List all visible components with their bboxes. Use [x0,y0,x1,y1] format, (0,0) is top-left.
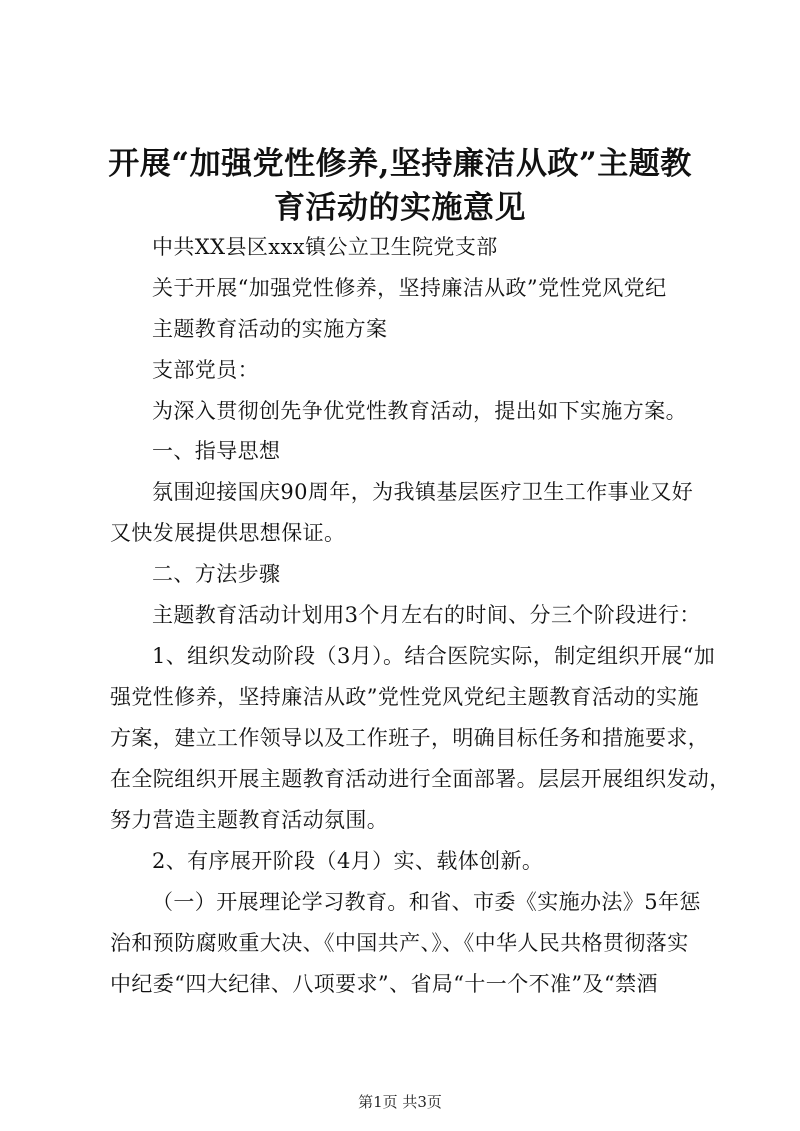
paragraph-line: 氛围迎接国庆90周年，为我镇基层医疗卫生工作事业又好 [152,480,694,504]
sender-line: 中共XX县区xxx镇公立卫生院党支部 [152,235,498,259]
paragraph-line: （一）开展理论学习教育。和省、市委《实施办法》5年惩 [152,890,701,914]
subject-line-1: 关于开展“加强党性修养，坚持廉洁从政”党性党风党纪 [152,276,667,300]
paragraph-line: 治和预防腐败重大决、《中国共产、》、《中华人民共格贯彻落实 [110,931,689,955]
intro-paragraph: 为深入贯彻创先争优党性教育活动，提出如下实施方案。 [152,399,687,423]
paragraph-line: 中纪委“四大纪律、八项要求”、省局“十一个不准”及“禁酒 [110,972,658,996]
section-heading-2: 二、方法步骤 [152,562,281,586]
paragraph-line: 2、有序展开阶段（4月）实、载体创新。 [152,849,544,873]
page-number-footer: 第1页 共3页 [358,1093,442,1111]
subject-line-2: 主题教育活动的实施方案 [152,317,388,341]
paragraph-line: 强党性修养，坚持廉洁从政”党性党风党纪主题教育活动的实施 [110,685,699,709]
paragraph-line: 方案，建立工作领导以及工作班子，明确目标任务和措施要求， [110,726,710,750]
section-heading-1: 一、指导思想 [152,439,281,463]
paragraph-line: 1、组织发动阶段（3月）。结合医院实际，制定组织开展“加 [152,644,716,668]
document-title-line-2: 育活动的实施意见 [274,190,526,226]
paragraph-line: 努力营造主题教育活动氛围。 [110,808,389,832]
salutation: 支部党员： [152,358,259,382]
paragraph-line: 在全院组织开展主题教育活动进行全面部署。层层开展组织发动， [110,767,731,791]
paragraph-line: 又快发展提供思想保证。 [110,521,346,545]
paragraph-line: 主题教育活动计划用3个月左右的时间、分三个阶段进行： [152,603,701,627]
document-title-line-1: 开展“加强党性修养,坚持廉洁从政”主题教 [108,146,692,182]
